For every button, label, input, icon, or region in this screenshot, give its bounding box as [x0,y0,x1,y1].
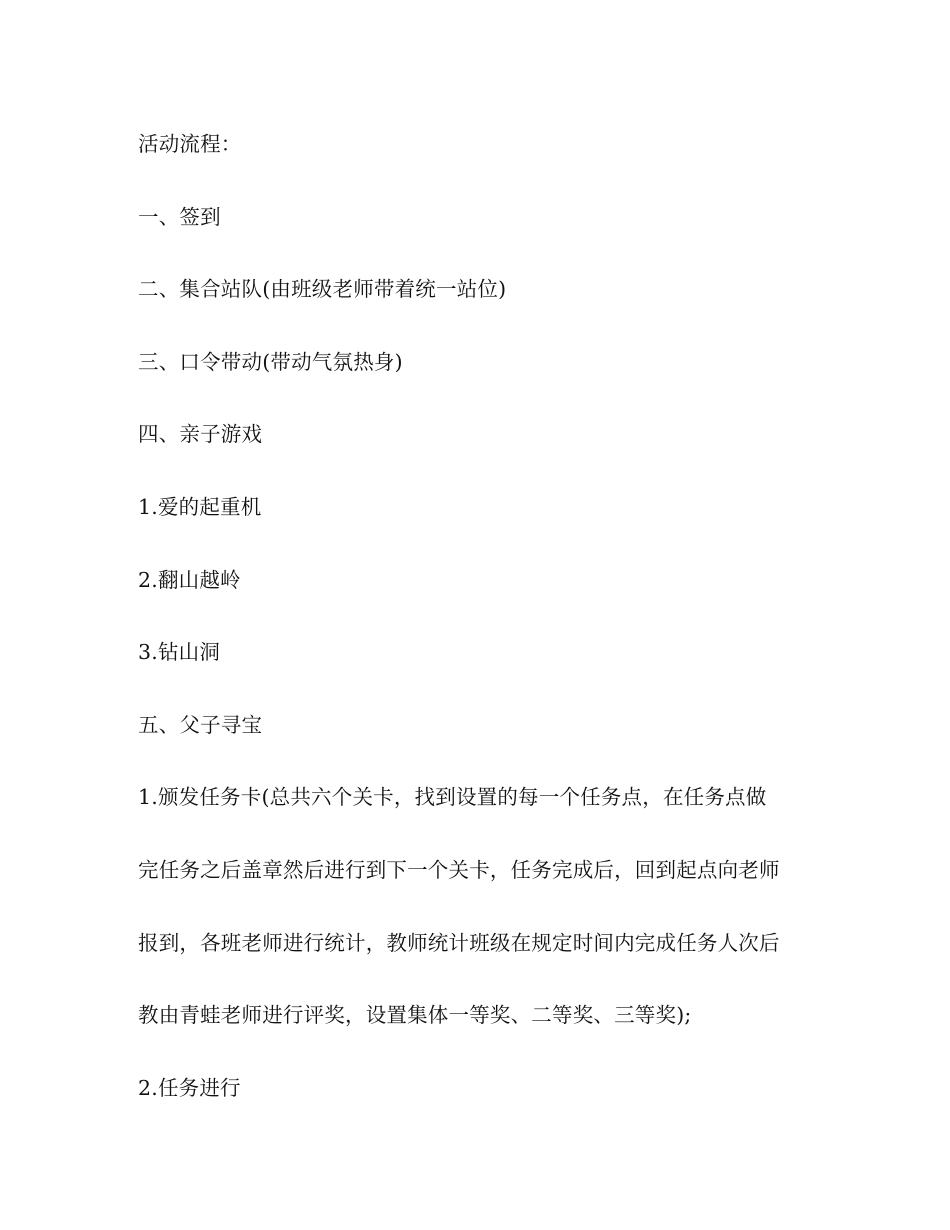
section-item-treasure-hunt: 五、父子寻宝 [138,712,263,737]
section-item-parent-child-games: 四、亲子游戏 [138,422,263,447]
treasure-step-1-line-3: 报到，各班老师进行统计，教师统计班级在规定时间内完成任务人次后 [138,930,780,955]
game-item-crane: 1.爱的起重机 [138,494,262,519]
game-item-cave: 3.钻山洞 [138,640,221,665]
treasure-step-1-line-1: 1.颁发任务卡(总共六个关卡，找到设置的每一个任务点，在任务点做 [138,785,767,810]
section-heading-activity-process: 活动流程： [138,132,242,156]
document-body [138,126,818,1142]
section-item-warm-up: 三、口令带动(带动气氛热身) [138,349,403,374]
treasure-step-1-line-2: 完任务之后盖章然后进行到下一个关卡，任务完成后，回到起点向老师 [138,857,780,882]
section-item-assemble: 二、集合站队(由班级老师带着统一站位) [138,277,507,302]
treasure-step-2: 2.任务进行 [138,1075,241,1100]
section-item-sign-in: 一、签到 [138,204,221,229]
treasure-step-1-line-4: 教由青蛙老师进行评奖，设置集体一等奖、二等奖、三等奖); [138,1003,692,1028]
game-item-mountain: 2.翻山越岭 [138,567,241,592]
